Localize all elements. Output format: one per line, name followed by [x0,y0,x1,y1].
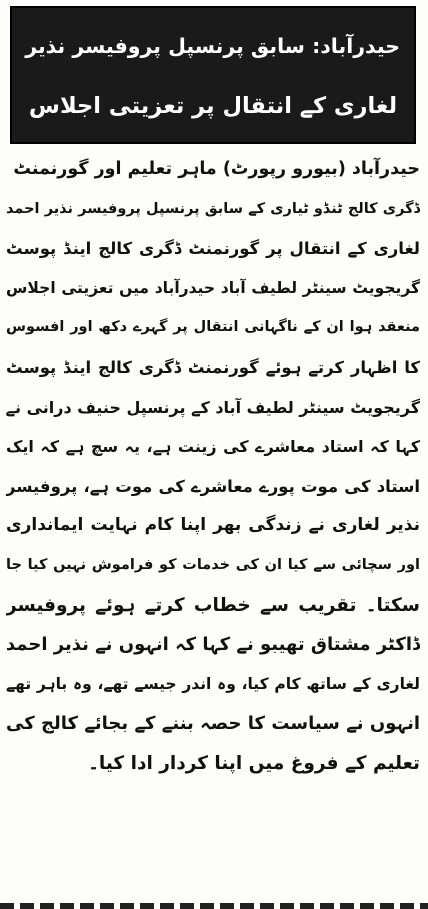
article-line: گریجویٹ سینٹر لطیف آباد کے پرنسپل حنیف درانی نے [6,397,420,417]
article-line: کا اظہار کرتے ہوئے گورنمنٹ ڈگری کالج اینڈ پوسٹ [6,357,420,377]
article-line: گریجویٹ سینٹر لطیف آباد حیدرآباد میں تعزیتی اجلاس [6,278,420,297]
headline-line-1: حیدرآباد: سابق پرنسپل پروفیسر نذیر [25,34,400,58]
article-line: اور سچائی سے کیا ان کی خدمات کو فراموش نہیں کیا جا [6,556,420,573]
headline-banner [10,6,416,144]
headline-line-2: لغاری کے انتقال پر تعزیتی اجلاس [28,93,398,119]
article-body [6,150,420,890]
article-line: ڈگری کالج ٹنڈو ٹیاری کے سابق پرنسپل پروفیسر نذیر احمد [6,200,420,217]
article-line: انہوں نے سیاست کا حصہ بننے کے بجائے کالج کی [6,713,420,735]
article-line: استاد کی موت پورے معاشرے کی موت ہے، پروفیسر [6,476,420,496]
article-line: لغاری کے انتقال پر گورنمنٹ ڈگری کالج اینڈ پوسٹ [6,239,420,259]
article-line: کہا کہ استاد معاشرے کی زینت ہے، یہ سچ ہے کہ ایک [6,437,420,457]
article-line: تعلیم کے فروغ میں اپنا کردار ادا کیا۔ [88,752,420,774]
article-line: منعقد ہوا ان کے ناگہانی انتقال پر گہرے دکھ اور افسوس [6,319,420,336]
article-line: حیدرآباد (بیورو رپورٹ) ماہر تعلیم اور گورنمنٹ [13,159,420,179]
article-line: سکتا۔ تقریب سے خطاب کرتے ہوئے پروفیسر [6,594,420,616]
bottom-dashed-rule [0,903,428,909]
article-line: ڈاکٹر مشتاق تھیبو نے کہا کہ انہوں نے نذیر احمد [6,634,420,656]
article-line: لغاری کے ساتھ کام کیا، وہ اندر جیسے تھے، وہ باہر تھے [6,674,420,693]
article-line: نذیر لغاری نے زندگی بھر اپنا کام نہایت ایمانداری [6,515,420,536]
